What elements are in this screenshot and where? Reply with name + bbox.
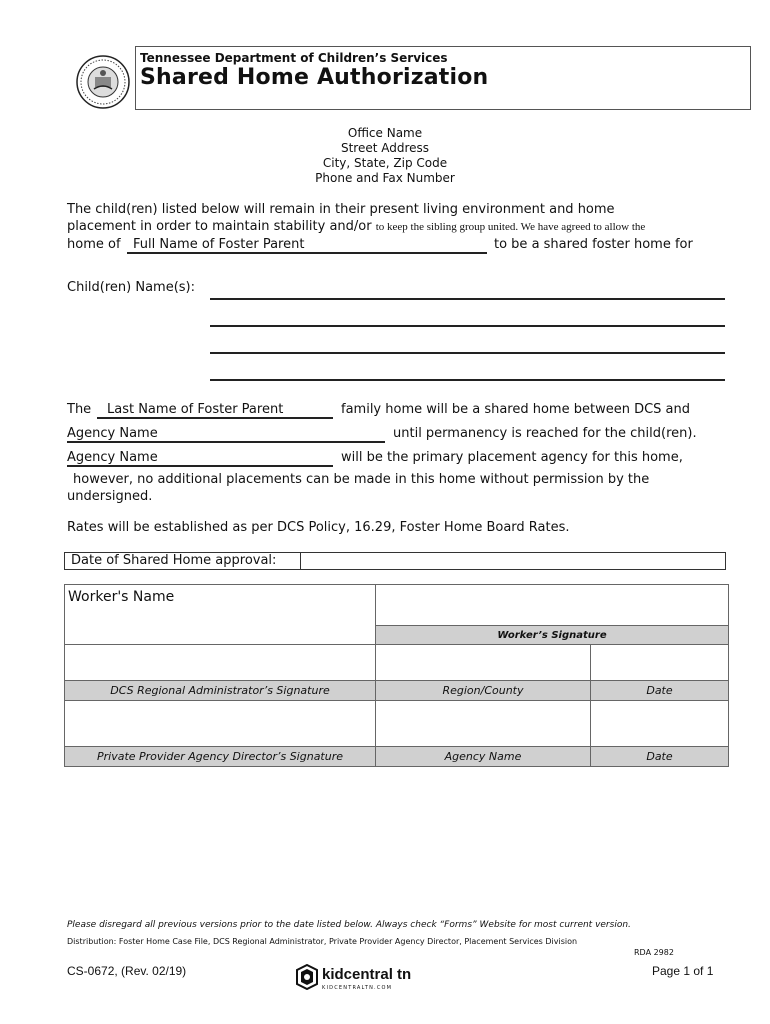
approval-date-field[interactable] [300,552,727,570]
footer-disregard-note: Please disregard all previous versions prior to the date listed below. Always check “Forms” Website for most current version. [67,920,631,930]
dcs-admin-caption: DCS Regional Administrator’s Signature [65,681,376,701]
page-number: Page 1 of 1 [652,964,714,978]
agency-name-field-2[interactable]: Agency Name [67,450,333,467]
intro-line-2 [67,219,645,234]
child-name-field-1[interactable] [210,298,725,300]
child-name-field-4[interactable] [210,379,725,381]
shared-text-3: will be the primary placement agency for this home, [341,450,683,465]
child-name-field-3[interactable] [210,352,725,354]
footer-distribution: Distribution: Foster Home Case File, DCS Regional Administrator, Private Provider Agency Director, Placement Services Division [67,937,578,946]
worker-signature-caption: Worker’s Signature [376,626,729,645]
worker-name-label: Worker's Name [68,589,175,605]
footer-rda: RDA 2982 [634,948,674,957]
kidcentral-logo [296,964,416,994]
intro-line-3-tail: to be a shared foster home for [494,237,693,252]
agency-name-field-1[interactable]: Agency Name [67,426,385,443]
intro-line-3-label: home of [67,237,121,252]
form-number: CS-0672, (Rev. 02/19) [67,964,187,978]
form-title: Shared Home Authorization [140,65,489,90]
agency-name-field-3[interactable] [376,701,591,747]
approval-row [64,552,726,570]
kidcentral-logo-icon [296,964,318,990]
region-county-field[interactable] [376,645,591,681]
department-name: Tennessee Department of Children’s Services [140,51,448,65]
intro-line-1: The child(ren) listed below will remain in their present living environment and home [67,202,615,217]
date-caption-1: Date [591,681,729,701]
shared-text-1: family home will be a shared home between DCS and [341,402,691,417]
agency-name-caption: Agency Name [376,747,591,767]
region-county-caption: Region/County [376,681,591,701]
office-city: City, State, Zip Code [322,156,448,170]
approval-label: Date of Shared Home approval: [71,553,277,568]
date-caption-2: Date [591,747,729,767]
foster-parent-full-name-field[interactable]: Full Name of Foster Parent [127,237,487,254]
logo-text: kidcentral tn [322,966,412,983]
shared-text-2: until permanency is reached for the child(ren). [393,426,697,441]
children-names-label: Child(ren) Name(s): [67,280,196,295]
date-field-1[interactable] [591,645,729,681]
provider-director-caption: Private Provider Agency Director’s Signature [65,747,376,767]
office-name: Office Name [347,126,423,140]
state-seal-icon [76,55,130,109]
rates-text: Rates will be established as per DCS Policy, 16.29, Foster Home Board Rates. [67,520,570,535]
shared-the: The [67,402,92,417]
shared-text-5: undersigned. [67,489,153,504]
date-field-2[interactable] [591,701,729,747]
provider-director-signature-field[interactable] [65,701,376,747]
worker-signature-field[interactable] [376,585,729,626]
intro-line-2-fill[interactable]: to keep the sibling group united. We have agreed to allow the [375,221,646,233]
child-name-field-2[interactable] [210,325,725,327]
logo-subtext: KIDCENTRALTN.COM [322,985,393,991]
signature-table [64,584,729,767]
office-phone: Phone and Fax Number [315,171,455,185]
worker-name-cell[interactable] [65,585,376,645]
dcs-admin-signature-field[interactable] [65,645,376,681]
shared-text-4: however, no additional placements can be made in this home without permission by the [73,472,650,487]
title-box [135,46,751,110]
office-street: Street Address [340,141,430,155]
foster-parent-last-name-field[interactable]: Last Name of Foster Parent [97,402,333,419]
intro-line-2-text: placement in order to maintain stability and/or [67,219,372,234]
